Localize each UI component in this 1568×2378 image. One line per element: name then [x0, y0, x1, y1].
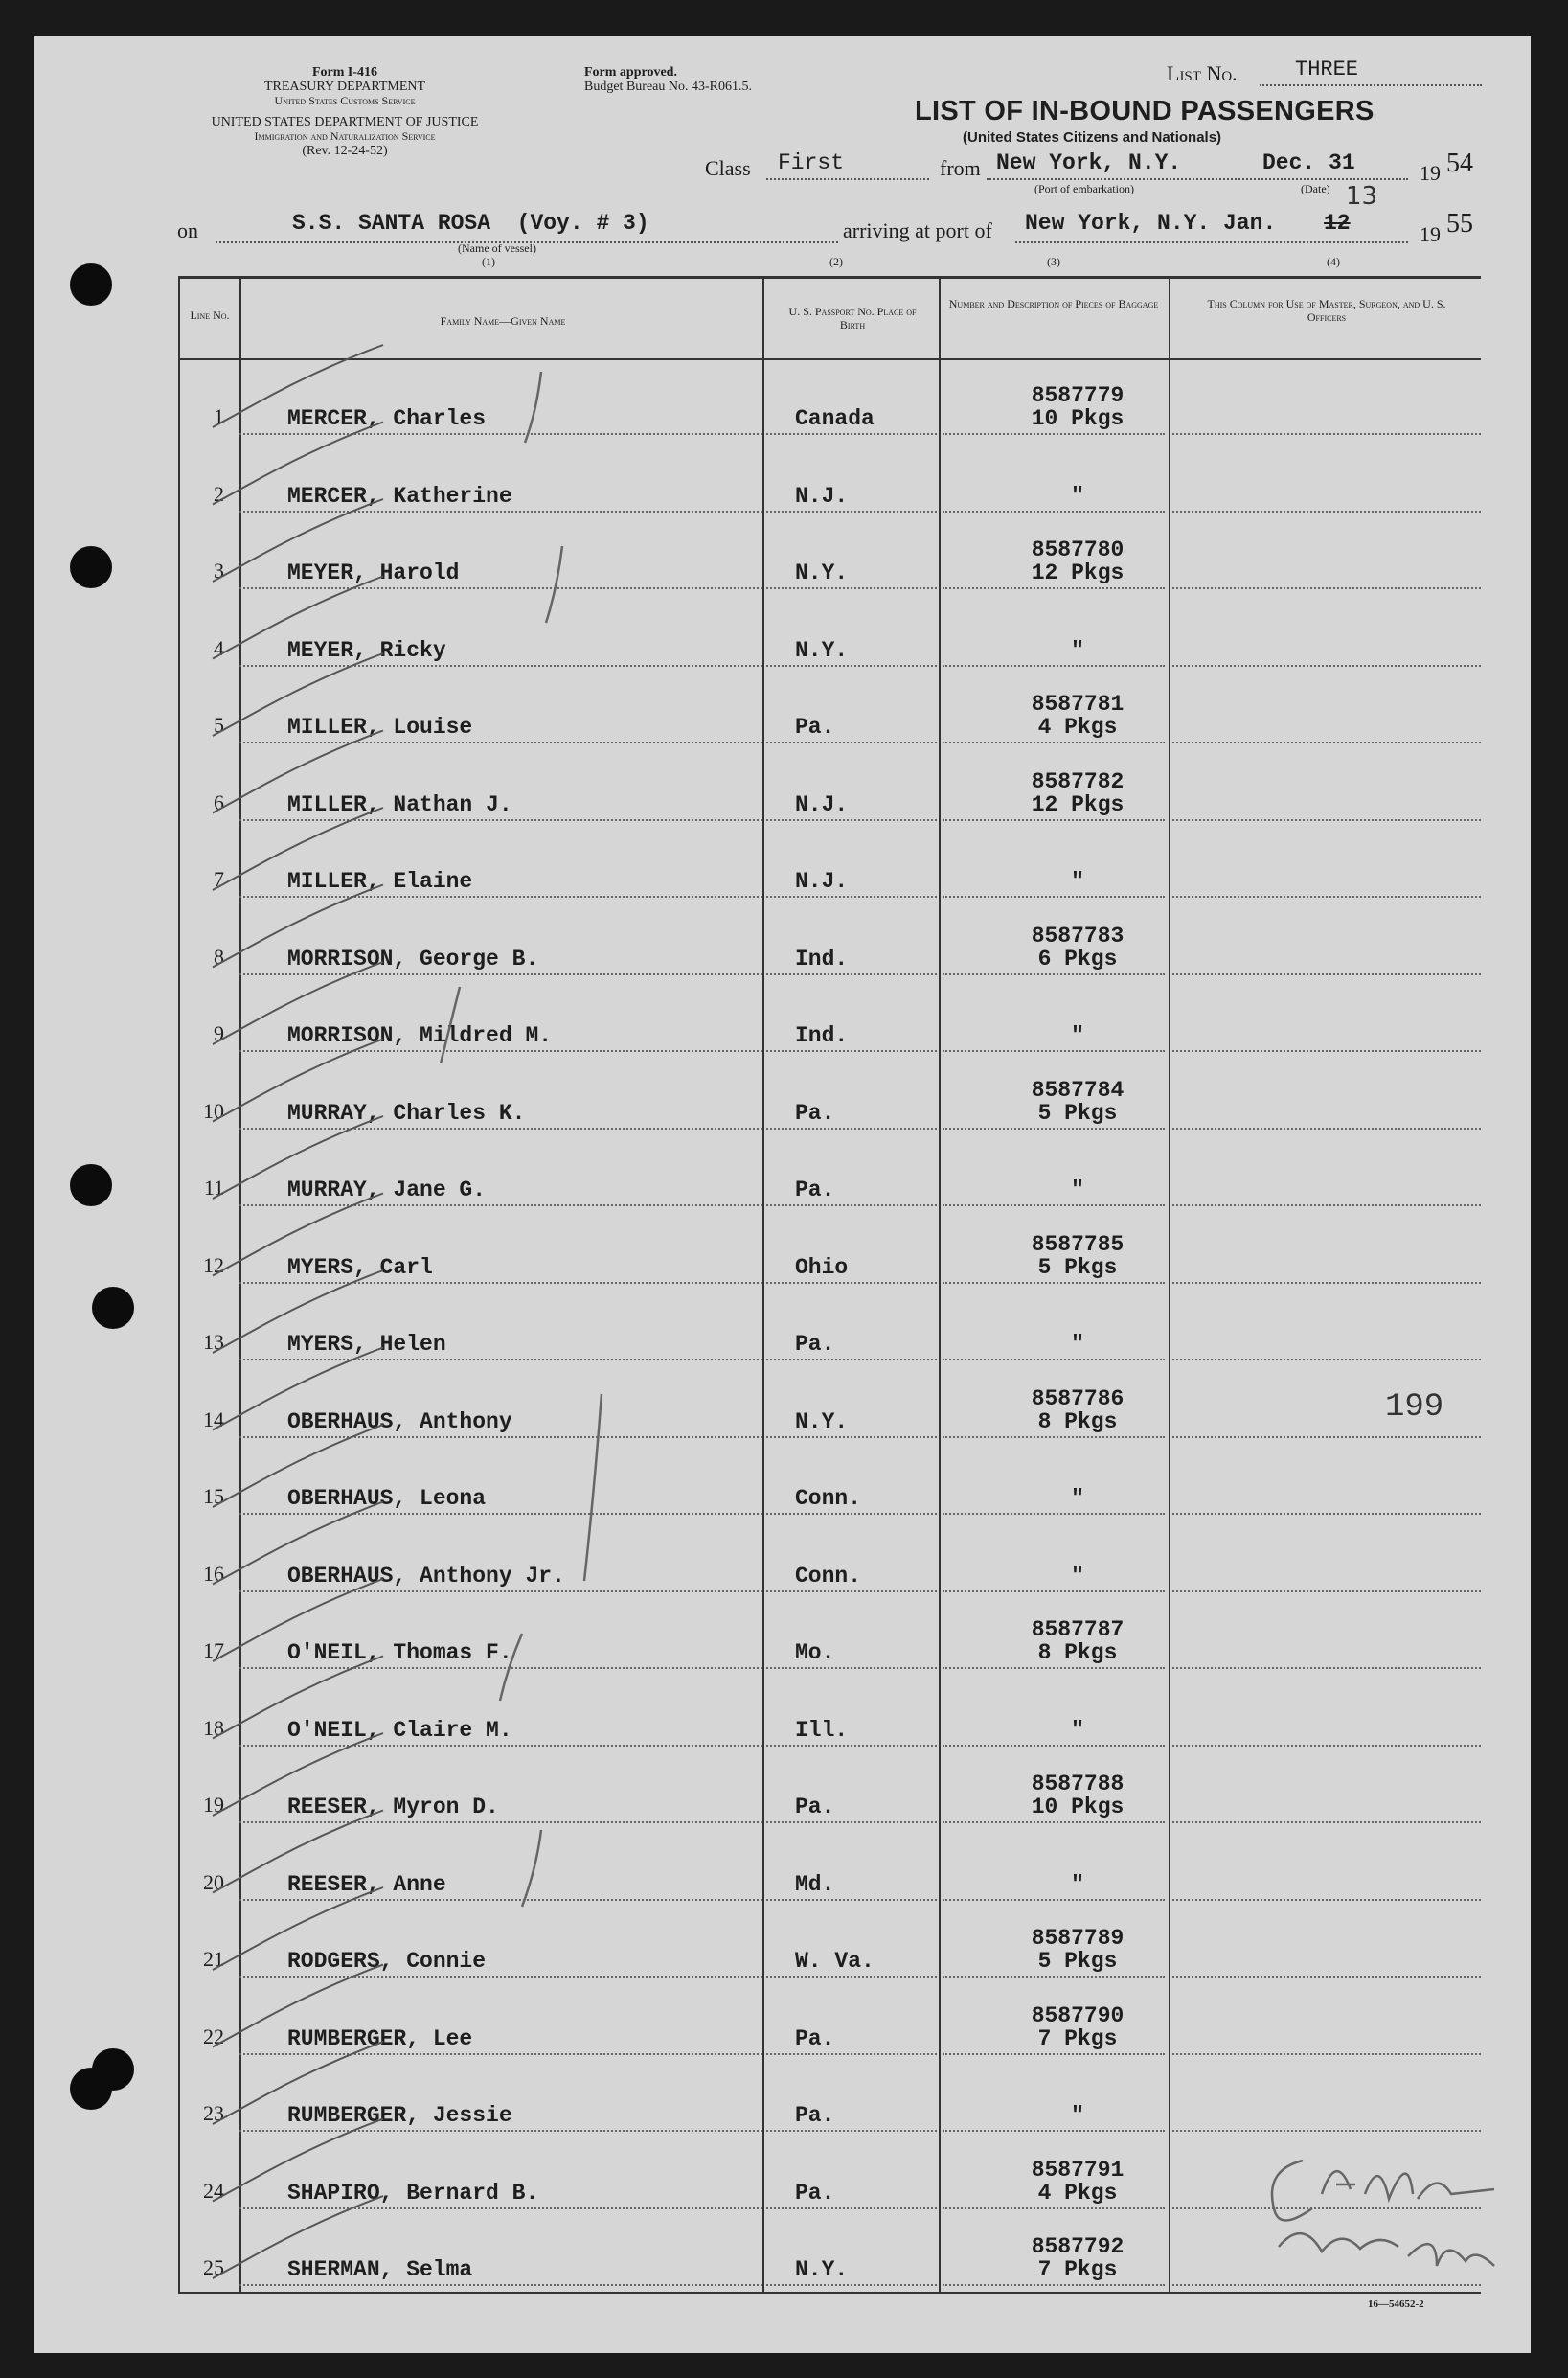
place-of-birth: N.Y.: [795, 2257, 849, 2282]
place-of-birth: Md.: [795, 1871, 835, 1897]
table-row: [144, 1743, 1481, 1819]
table-row: [144, 817, 1481, 894]
passenger-table: [144, 240, 1481, 2282]
place-of-birth: Conn.: [795, 1486, 862, 1511]
arriving-label: arriving at port of: [843, 218, 992, 242]
table-row: [144, 1975, 1481, 2051]
passenger-name: RODGERS, Connie: [287, 1949, 487, 1974]
table-row: [144, 972, 1481, 1048]
passenger-name: REESER, Anne: [287, 1871, 446, 1897]
passenger-name: MYERS, Helen: [287, 1332, 446, 1357]
line-number: 10: [203, 1098, 224, 1123]
passenger-name: RUMBERGER, Jessie: [287, 2103, 512, 2128]
arrival-day-struck: 12: [1324, 211, 1351, 236]
table-row: [144, 1820, 1481, 1897]
baggage-description: ": [1071, 1332, 1084, 1357]
passenger-name: O'NEIL, Claire M.: [287, 1717, 512, 1743]
list-no-line: [1260, 84, 1482, 86]
passenger-name: RUMBERGER, Lee: [287, 2025, 473, 2051]
place-of-birth: Pa.: [795, 715, 835, 740]
line-number: 18: [203, 1715, 224, 1740]
col-header-line: Line No.: [190, 309, 230, 322]
passenger-name: MERCER, Katherine: [287, 483, 512, 509]
year-prefix-2: 19: [1420, 222, 1441, 246]
baggage-number: 8587784: [1031, 1077, 1125, 1103]
table-row: [144, 1049, 1481, 1126]
passenger-name: REESER, Myron D.: [287, 1795, 499, 1819]
table-row: [144, 1666, 1481, 1743]
baggage-description: 7 Pkgs: [1037, 2025, 1118, 2051]
baggage-description: 6 Pkgs: [1037, 946, 1118, 972]
passenger-name: O'NEIL, Thomas F.: [287, 1640, 512, 1665]
place-of-birth: N.Y.: [795, 560, 849, 585]
row-dotted-rule: [943, 2284, 1165, 2286]
table-top-rule: [178, 276, 1481, 279]
line-number: 14: [203, 1406, 224, 1431]
line-number: 6: [214, 789, 224, 814]
baggage-description: 12 Pkgs: [1031, 560, 1125, 585]
justice-dept: UNITED STATES DEPARTMENT OF JUSTICE: [211, 115, 479, 129]
baggage-number: 8587782: [1031, 768, 1125, 794]
baggage-description: 7 Pkgs: [1037, 2257, 1118, 2282]
punch-hole: [70, 1164, 112, 1206]
line-number: 19: [203, 1793, 224, 1817]
line-number: 4: [214, 635, 224, 660]
col-header-name: Family Name—Given Name: [440, 314, 566, 328]
revision: (Rev. 12-24-52): [302, 144, 388, 158]
line-number: 21: [203, 1947, 224, 1971]
col-header-officers: This Column for Use of Master, Surgeon, and U. S. Officers: [1207, 297, 1446, 324]
inspector-signature: [1245, 2141, 1533, 2304]
class-value: First: [778, 150, 845, 175]
col-caption-1: (1): [482, 255, 495, 268]
baggage-number: 8587780: [1031, 537, 1125, 562]
baggage-number: 8587787: [1031, 1617, 1125, 1642]
baggage-description: ": [1071, 483, 1084, 509]
line-number: 13: [203, 1330, 224, 1354]
place-of-birth: Pa.: [795, 1178, 835, 1202]
baggage-description: 8 Pkgs: [1037, 1408, 1118, 1434]
table-row: [144, 1512, 1481, 1589]
approval-block: [584, 65, 752, 94]
officer-note: 199: [1385, 1389, 1444, 1426]
place-of-birth: Pa.: [795, 1100, 835, 1126]
passenger-name: MORRISON, George B.: [287, 946, 539, 972]
line-number: 9: [214, 1021, 224, 1045]
line-number: 1: [214, 404, 224, 428]
place-of-birth: Pa.: [795, 2025, 835, 2051]
baggage-description: ": [1071, 1871, 1084, 1897]
punch-hole: [70, 2068, 112, 2110]
line-number: 17: [203, 1638, 224, 1662]
from-year: 54: [1446, 149, 1473, 178]
table-row: [144, 1434, 1481, 1511]
passenger-name: MEYER, Ricky: [287, 637, 446, 663]
line-number: 22: [203, 2024, 224, 2048]
baggage-description: ": [1071, 1178, 1084, 1202]
vessel-name: S.S. SANTA ROSA (Voy. # 3): [292, 211, 649, 236]
agency-block: [172, 65, 517, 108]
table-row: [144, 432, 1481, 509]
from-date: Dec. 31: [1262, 150, 1355, 175]
passenger-name: MURRAY, Jane G.: [287, 1178, 487, 1202]
passenger-name: OBERHAUS, Anthony Jr.: [287, 1563, 565, 1589]
passenger-name: MURRAY, Charles K.: [287, 1100, 526, 1126]
place-of-birth: Pa.: [795, 2180, 835, 2206]
table-row: [144, 1203, 1481, 1280]
passenger-name: SHERMAN, Selma: [287, 2257, 473, 2282]
baggage-number: 8587792: [1031, 2234, 1125, 2259]
place-of-birth: Ohio: [795, 1254, 849, 1280]
table-row: [144, 741, 1481, 817]
table-row: [144, 509, 1481, 585]
baggage-number: 8587789: [1031, 1926, 1125, 1951]
baggage-description: 4 Pkgs: [1037, 715, 1118, 740]
baggage-description: ": [1071, 1023, 1084, 1048]
place-of-birth: Ind.: [795, 1023, 849, 1048]
port-embark-caption: (Port of embarkation): [1034, 182, 1134, 195]
baggage-number: 8587779: [1031, 383, 1125, 408]
baggage-description: 5 Pkgs: [1037, 1100, 1118, 1126]
arrival-port: New York, N.Y. Jan.: [1025, 211, 1277, 236]
place-of-birth: N.J.: [795, 483, 849, 509]
line-number: 20: [203, 1869, 224, 1894]
from-label: from: [940, 156, 981, 180]
baggage-number: 8587788: [1031, 1772, 1125, 1796]
row-dotted-rule: [239, 2284, 762, 2286]
line-number: 5: [214, 713, 224, 737]
baggage-description: 8 Pkgs: [1037, 1640, 1118, 1665]
vessel-caption: (Name of vessel): [458, 241, 536, 255]
line-number: 15: [203, 1484, 224, 1508]
col-header-passport: U. S. Passport No. Place of Birth: [788, 305, 917, 332]
baggage-description: 10 Pkgs: [1031, 406, 1125, 431]
col-caption-2: (2): [829, 255, 843, 268]
line-number: 12: [203, 1252, 224, 1277]
baggage-description: 5 Pkgs: [1037, 1949, 1118, 1974]
line-number: 8: [214, 944, 224, 969]
line-number: 16: [203, 1561, 224, 1586]
baggage-description: 10 Pkgs: [1031, 1795, 1125, 1819]
on-label: on: [177, 218, 198, 242]
passenger-name: MORRISON, Mildred M.: [287, 1023, 553, 1048]
footer-code: 16—54652-2: [1368, 2298, 1424, 2310]
class-label: Class: [705, 156, 751, 180]
place-of-birth: Canada: [795, 406, 875, 431]
table-row: [144, 354, 1481, 431]
page-title: LIST OF IN-BOUND PASSENGERS: [915, 96, 1375, 126]
table-row: [144, 586, 1481, 663]
list-no-value: THREE: [1295, 57, 1359, 81]
ins-service: Immigration and Naturalization Service: [254, 129, 436, 143]
punch-hole: [70, 546, 112, 588]
col-caption-4: (4): [1327, 255, 1340, 268]
passenger-name: MILLER, Nathan J.: [287, 791, 512, 817]
page-subtitle: (United States Citizens and Nationals): [963, 129, 1222, 146]
line-number: 25: [203, 2255, 224, 2279]
from-port: New York, N.Y.: [996, 150, 1182, 175]
passenger-name: OBERHAUS, Leona: [287, 1486, 487, 1511]
line-number: 23: [203, 2101, 224, 2125]
place-of-birth: Pa.: [795, 1795, 835, 1819]
row-dotted-rule: [766, 2284, 937, 2286]
baggage-description: ": [1071, 1717, 1084, 1743]
baggage-description: ": [1071, 2103, 1084, 2128]
list-no-label: List No.: [1167, 61, 1238, 85]
table-row: [144, 1280, 1481, 1357]
place-of-birth: W. Va.: [795, 1949, 875, 1974]
baggage-number: 8587791: [1031, 2157, 1125, 2183]
form-number: Form I-416: [311, 65, 378, 80]
line-number: 11: [203, 1176, 224, 1200]
line-number: 2: [214, 481, 224, 506]
passenger-name: OBERHAUS, Anthony: [287, 1408, 512, 1434]
passenger-rows: [144, 354, 1481, 2309]
passenger-name: SHAPIRO, Bernard B.: [287, 2180, 539, 2206]
year-prefix-1: 19: [1420, 161, 1441, 185]
place-of-birth: N.J.: [795, 791, 849, 817]
place-of-birth: Ind.: [795, 946, 849, 972]
punch-hole: [70, 263, 112, 306]
table-row: [144, 895, 1481, 972]
baggage-description: ": [1071, 869, 1084, 894]
table-row: [144, 1126, 1481, 1202]
place-of-birth: N.Y.: [795, 1408, 849, 1434]
passenger-name: MILLER, Louise: [287, 715, 473, 740]
class-line: [766, 178, 929, 180]
table-row: [144, 1589, 1481, 1665]
baggage-number: 8587790: [1031, 2002, 1125, 2028]
customs-service: United States Customs Service: [274, 94, 416, 107]
baggage-description: ": [1071, 1563, 1084, 1589]
baggage-number: 8587786: [1031, 1385, 1125, 1411]
justice-block: [163, 115, 527, 158]
line-number: 7: [214, 867, 224, 891]
budget-bureau: Budget Bureau No. 43-R061.5.: [584, 80, 752, 94]
place-of-birth: Conn.: [795, 1563, 862, 1589]
col-header-baggage: Number and Description of Pieces of Baggage: [948, 297, 1159, 310]
table-row: [144, 2051, 1481, 2128]
passenger-name: MERCER, Charles: [287, 406, 487, 431]
baggage-description: 5 Pkgs: [1037, 1254, 1118, 1280]
baggage-description: 4 Pkgs: [1037, 2180, 1118, 2206]
place-of-birth: Ill.: [795, 1717, 849, 1743]
baggage-number: 8587783: [1031, 923, 1125, 949]
baggage-description: 12 Pkgs: [1031, 791, 1125, 817]
punch-hole: [92, 1287, 134, 1329]
place-of-birth: N.J.: [795, 869, 849, 894]
col-caption-3: (3): [1047, 255, 1060, 268]
passenger-name: MILLER, Elaine: [287, 869, 473, 894]
baggage-description: ": [1071, 1486, 1084, 1511]
date-caption: (Date): [1301, 182, 1330, 195]
table-row: [144, 663, 1481, 740]
arrival-year: 55: [1446, 209, 1473, 239]
baggage-number: 8587781: [1031, 692, 1125, 717]
treasury-dept: TREASURY DEPARTMENT: [263, 80, 426, 94]
from-line: [987, 178, 1408, 180]
place-of-birth: Mo.: [795, 1640, 835, 1665]
place-of-birth: N.Y.: [795, 637, 849, 663]
baggage-description: ": [1071, 637, 1084, 663]
form-approved: Form approved.: [584, 65, 677, 80]
line-number: 3: [214, 559, 224, 583]
baggage-number: 8587785: [1031, 1231, 1125, 1257]
line-number: 24: [203, 2178, 224, 2203]
table-row: [144, 1358, 1481, 1434]
passenger-name: MYERS, Carl: [287, 1254, 433, 1280]
passenger-name: MEYER, Harold: [287, 560, 460, 585]
place-of-birth: Pa.: [795, 2103, 835, 2128]
place-of-birth: Pa.: [795, 1332, 835, 1357]
table-row: [144, 1897, 1481, 1974]
arrival-day-corrected: 13: [1346, 182, 1378, 211]
